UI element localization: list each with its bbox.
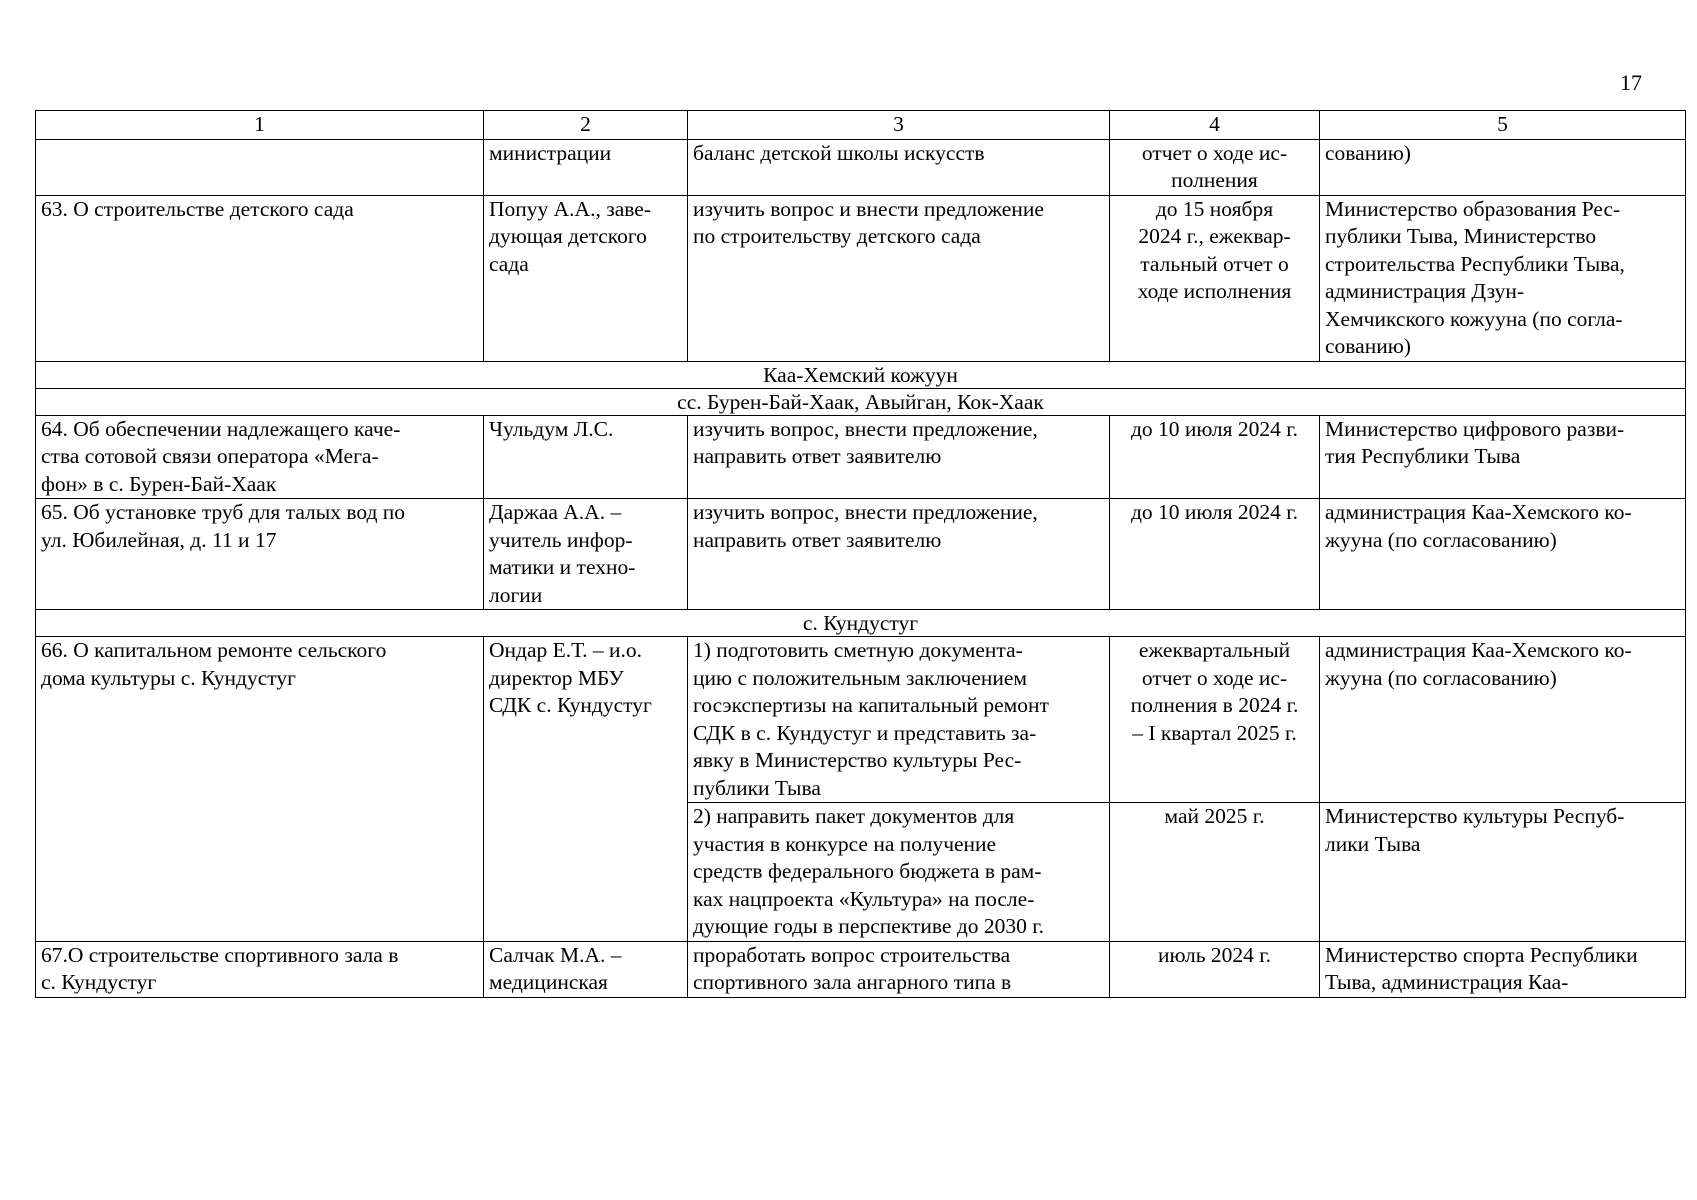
executor-cell: Министерство образования Рес- публики Тыва, Министерство строительства Республики Тыва, администрация Дзун- Хемчикского кожууна (по согла- сованию) xyxy=(1320,195,1686,361)
executor-cell: Министерство цифрового разви- тия Республики Тыва xyxy=(1320,415,1686,499)
responsible-cell: Чульдум Л.С. xyxy=(484,415,688,499)
deadline-cell: до 15 ноября 2024 г., ежеквар- тальный отчет о ходе исполнения xyxy=(1110,195,1320,361)
table-row xyxy=(36,139,1686,195)
table-row xyxy=(36,499,1686,610)
table-row xyxy=(36,637,1686,803)
action-cell: баланс детской школы искусств xyxy=(688,139,1110,195)
executor-cell: сованию) xyxy=(1320,139,1686,195)
deadline-cell: до 10 июля 2024 г. xyxy=(1110,415,1320,499)
subsection-row xyxy=(36,388,1686,415)
deadline-cell: отчет о ходе ис- полнения xyxy=(1110,139,1320,195)
column-number-1: 1 xyxy=(36,111,484,140)
deadline-cell: до 10 июля 2024 г. xyxy=(1110,499,1320,610)
issue-cell: 66. О капитальном ремонте сельского дома культуры с. Кундустуг xyxy=(36,637,484,942)
action-cell: проработать вопрос строительства спортивного зала ангарного типа в xyxy=(688,941,1110,997)
column-number-3: 3 xyxy=(688,111,1110,140)
section-title: Каа-Хемский кожуун xyxy=(36,361,1686,388)
responsible-cell: министрации xyxy=(484,139,688,195)
executor-cell: администрация Каа-Хемского ко- жууна (по согласованию) xyxy=(1320,499,1686,610)
subsection-title: сс. Бурен-Бай-Хаак, Авыйган, Кок-Хаак xyxy=(36,388,1686,415)
executor-cell: администрация Каа-Хемского ко- жууна (по согласованию) xyxy=(1320,637,1686,803)
action-cell: изучить вопрос, внести предложение, направить ответ заявителю xyxy=(688,415,1110,499)
issue-cell: 64. Об обеспечении надлежащего каче- ства сотовой связи оператора «Мега- фон» в с. Бурен-Бай-Хаак xyxy=(36,415,484,499)
deadline-cell: июль 2024 г. xyxy=(1110,941,1320,997)
table-row xyxy=(36,195,1686,361)
action-cell: 2) направить пакет документов для участия в конкурсе на получение средств федерального бюджета в рам- ках нацпроекта «Культура» на после- дующие годы в перспективе до 2030 г. xyxy=(688,803,1110,942)
column-number-row xyxy=(36,111,1686,140)
section-row xyxy=(36,361,1686,388)
executor-cell: Министерство культуры Респуб- лики Тыва xyxy=(1320,803,1686,942)
subsection-row xyxy=(36,610,1686,637)
deadline-cell: ежеквартальный отчет о ходе ис- полнения в 2024 г. – I квартал 2025 г. xyxy=(1110,637,1320,803)
table-row xyxy=(36,941,1686,997)
table-row xyxy=(36,415,1686,499)
action-cell: изучить вопрос, внести предложение, направить ответ заявителю xyxy=(688,499,1110,610)
action-cell: изучить вопрос и внести предложение по строительству детского сада xyxy=(688,195,1110,361)
responsible-cell: Попуу А.А., заве- дующая детского сада xyxy=(484,195,688,361)
issue-cell: 67.О строительстве спортивного зала в с. Кундустуг xyxy=(36,941,484,997)
issue-cell: 65. Об установке труб для талых вод по ул. Юбилейная, д. 11 и 17 xyxy=(36,499,484,610)
column-number-4: 4 xyxy=(1110,111,1320,140)
plan-table xyxy=(35,110,1686,998)
page-number: 17 xyxy=(1620,70,1642,95)
responsible-cell: Даржаа А.А. – учитель инфор- матики и техно- логии xyxy=(484,499,688,610)
column-number-2: 2 xyxy=(484,111,688,140)
executor-cell: Министерство спорта Республики Тыва, администрация Каа- xyxy=(1320,941,1686,997)
column-number-5: 5 xyxy=(1320,111,1686,140)
deadline-cell: май 2025 г. xyxy=(1110,803,1320,942)
action-cell: 1) подготовить сметную документа- цию с положительным заключением госэкспертизы на капитальный ремонт СДК в с. Кундустуг и представить за- явку в Министерство культуры Рес- публики Тыва xyxy=(688,637,1110,803)
responsible-cell: Ондар Е.Т. – и.о. директор МБУ СДК с. Кундустуг xyxy=(484,637,688,942)
responsible-cell: Салчак М.А. – медицинская xyxy=(484,941,688,997)
subsection-title: с. Кундустуг xyxy=(36,610,1686,637)
issue-cell xyxy=(36,139,484,195)
issue-cell: 63. О строительстве детского сада xyxy=(36,195,484,361)
